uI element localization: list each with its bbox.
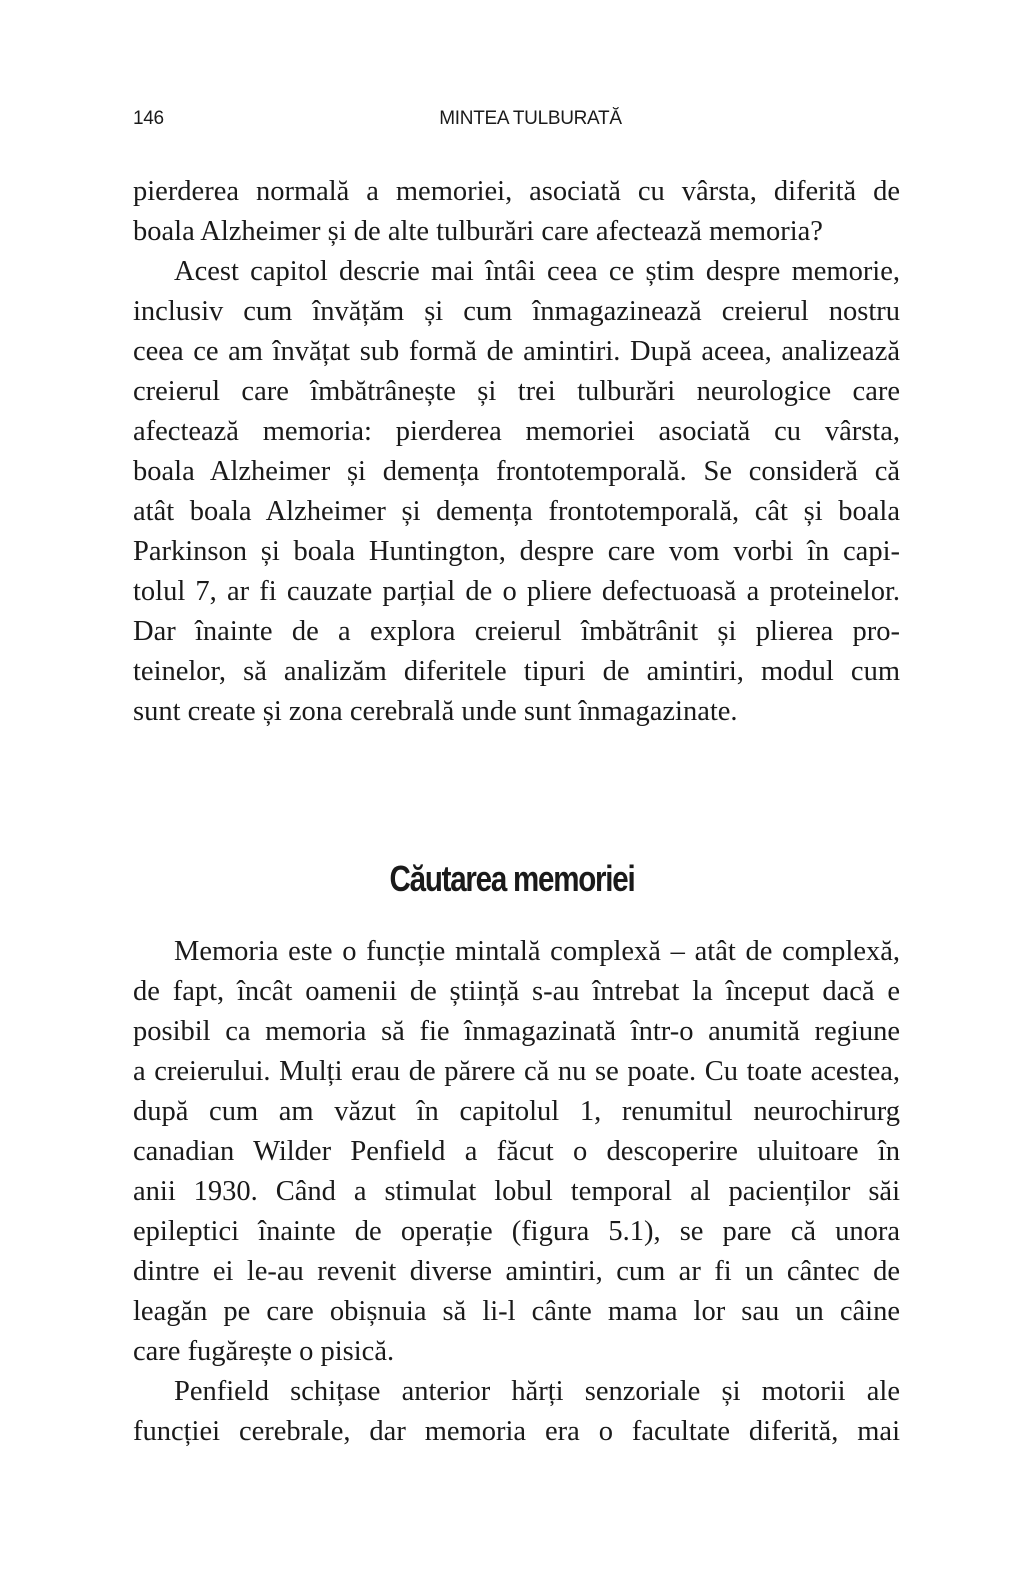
text-line: dintre ei le-au revenit diverse amintiri, cum ar fi un cântec de bbox=[133, 1256, 900, 1287]
text-line: Dar înainte de a explora creierul îmbătrânit și plierea pro- bbox=[133, 616, 900, 647]
text-line: anii 1930. Când a stimulat lobul temporal al pacienților săi bbox=[133, 1176, 900, 1207]
running-header bbox=[133, 108, 898, 138]
text-line: creierul care îmbătrânește și trei tulburări neurologice care bbox=[133, 376, 900, 407]
text-line: boala Alzheimer și demența frontotemporală. Se consideră că bbox=[133, 456, 900, 487]
text-line: a creierului. Mulți erau de părere că nu se poate. Cu toate acestea, bbox=[133, 1056, 900, 1087]
text-line: Acest capitol descrie mai întâi ceea ce știm despre memorie, bbox=[174, 256, 900, 287]
text-line: Parkinson și boala Huntington, despre care vom vorbi în capi- bbox=[133, 536, 900, 567]
section-paragraphs bbox=[133, 932, 900, 1452]
text-line: inclusiv cum învățăm și cum înmagazinează creierul nostru bbox=[133, 296, 900, 327]
text-line: canadian Wilder Penfield a făcut o descoperire uluitoare în bbox=[133, 1136, 900, 1167]
section-heading: Căutarea memoriei bbox=[389, 857, 635, 899]
text-line: teinelor, să analizăm diferitele tipuri de amintiri, modul cum bbox=[133, 656, 900, 687]
text-line: atât boala Alzheimer și demența frontotemporală, cât și boala bbox=[133, 496, 900, 527]
text-line: boala Alzheimer și de alte tulburări care afectează memoria? bbox=[133, 216, 823, 247]
text-line: de fapt, încât oamenii de știință s-au întrebat la început dacă e bbox=[133, 976, 900, 1007]
intro-paragraphs bbox=[133, 172, 900, 732]
text-line: ceea ce am învățat sub formă de amintiri. După aceea, analizează bbox=[133, 336, 900, 367]
book-title: MINTEA TULBURATĂ bbox=[439, 108, 622, 129]
text-line: afectează memoria: pierderea memoriei asociată cu vârsta, bbox=[133, 416, 900, 447]
text-line: tolul 7, ar fi cauzate parțial de o pliere defectuoasă a proteinelor. bbox=[133, 576, 900, 607]
text-line: leagăn pe care obișnuia să li-l cânte mama lor sau un câine bbox=[133, 1296, 900, 1327]
text-line: epileptici înainte de operație (figura 5.1), se pare că unora bbox=[133, 1216, 900, 1247]
text-line: Penfield schițase anterior hărți senzoriale și motorii ale bbox=[174, 1376, 900, 1407]
text-line: Memoria este o funcție mintală complexă – atât de complexă, bbox=[174, 936, 900, 967]
text-line: după cum am văzut în capitolul 1, renumitul neurochirurg bbox=[133, 1096, 900, 1127]
text-line: posibil ca memoria să fie înmagazinată într-o anumită regiune bbox=[133, 1016, 900, 1047]
page-number: 146 bbox=[133, 108, 164, 129]
text-line: care fugărește o pisică. bbox=[133, 1336, 395, 1367]
text-line: pierderea normală a memoriei, asociată cu vârsta, diferită de bbox=[133, 176, 900, 207]
text-line: funcției cerebrale, dar memoria era o facultate diferită, mai bbox=[133, 1416, 900, 1447]
text-line: sunt create și zona cerebrală unde sunt înmagazinate. bbox=[133, 696, 738, 727]
